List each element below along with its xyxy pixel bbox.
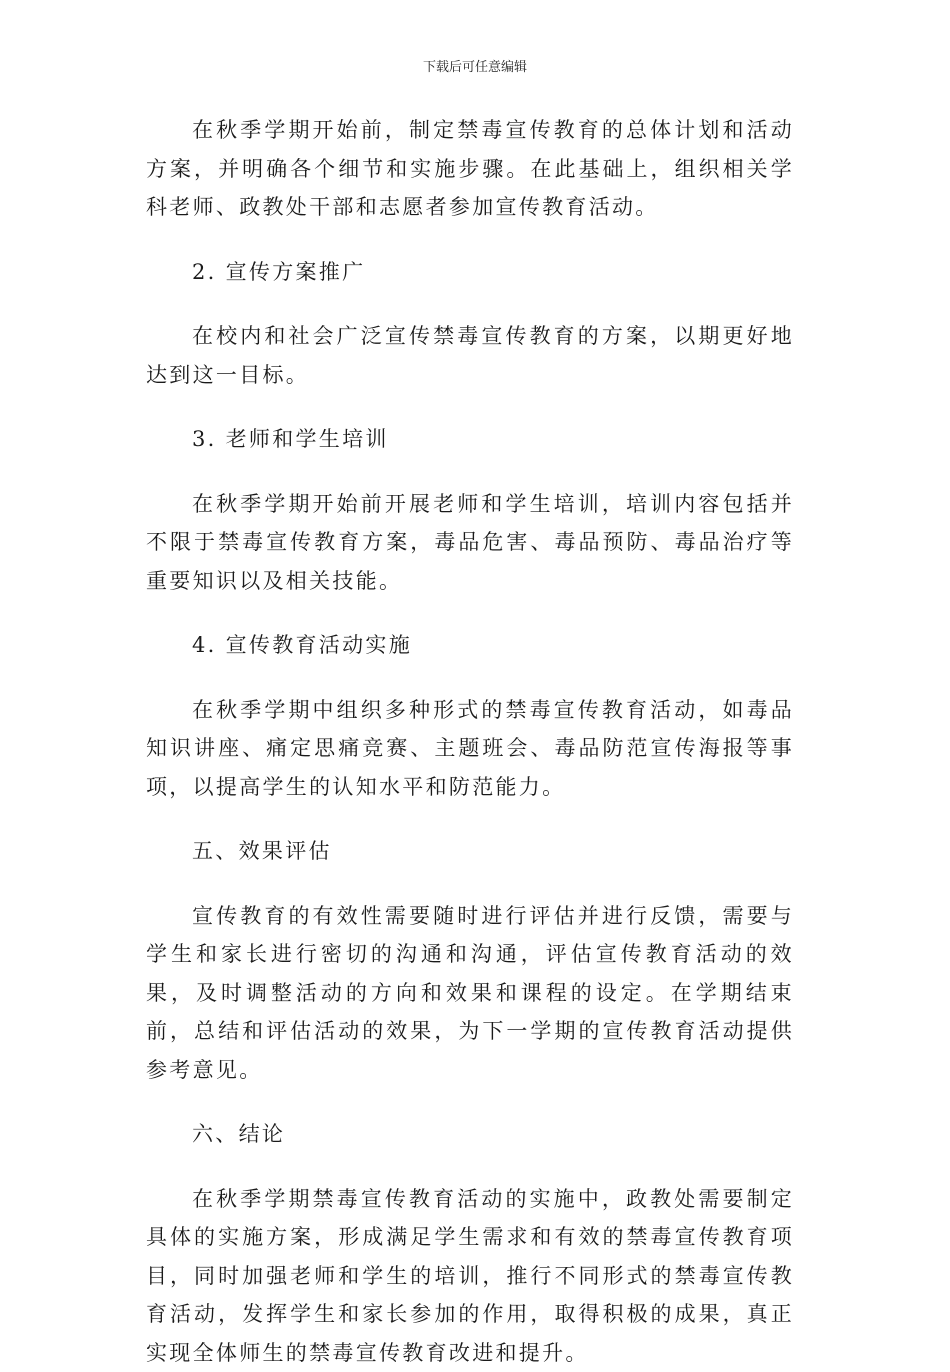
- spacer: [146, 459, 794, 485]
- spacer: [146, 665, 794, 691]
- paragraph-implementation: 在秋季学期中组织多种形式的禁毒宣传教育活动，如毒品知识讲座、痛定思痛竞赛、主题班会、毒品防范宣传海报等事项，以提高学生的认知水平和防范能力。: [146, 691, 794, 807]
- heading-conclusion: 六、结论: [146, 1115, 794, 1154]
- spacer: [146, 806, 794, 832]
- paragraph-plan: 在秋季学期开始前，制定禁毒宣传教育的总体计划和活动方案，并明确各个细节和实施步骤。在此基础上，组织相关学科老师、政教处干部和志愿者参加宣传教育活动。: [146, 111, 794, 227]
- page-header: 下载后可任意编辑: [0, 56, 950, 75]
- document-body: [146, 111, 794, 1372]
- heading-training: 3. 老师和学生培训: [146, 420, 794, 459]
- spacer: [146, 1089, 794, 1115]
- paragraph-training: 在秋季学期开始前开展老师和学生培训，培训内容包括并不限于禁毒宣传教育方案，毒品危害、毒品预防、毒品治疗等重要知识以及相关技能。: [146, 485, 794, 601]
- spacer: [146, 394, 794, 420]
- spacer: [146, 291, 794, 317]
- paragraph-conclusion: 在秋季学期禁毒宣传教育活动的实施中，政教处需要制定具体的实施方案，形成满足学生需求和有效的禁毒宣传教育项目，同时加强老师和学生的培训，推行不同形式的禁毒宣传教育活动，发挥学生和家长参加的作用，取得积极的成果，真正实现全体师生的禁毒宣传教育改进和提升。: [146, 1180, 794, 1372]
- heading-evaluation: 五、效果评估: [146, 832, 794, 871]
- paragraph-evaluation: 宣传教育的有效性需要随时进行评估并进行反馈，需要与学生和家长进行密切的沟通和沟通，评估宣传教育活动的效果，及时调整活动的方向和效果和课程的设定。在学期结束前，总结和评估活动的效果，为下一学期的宣传教育活动提供参考意见。: [146, 897, 794, 1090]
- spacer: [146, 871, 794, 897]
- spacer: [146, 600, 794, 626]
- spacer: [146, 1154, 794, 1180]
- heading-implementation: 4. 宣传教育活动实施: [146, 626, 794, 665]
- spacer: [146, 227, 794, 253]
- heading-promotion: 2. 宣传方案推广: [146, 253, 794, 292]
- paragraph-promotion: 在校内和社会广泛宣传禁毒宣传教育的方案，以期更好地达到这一目标。: [146, 317, 794, 394]
